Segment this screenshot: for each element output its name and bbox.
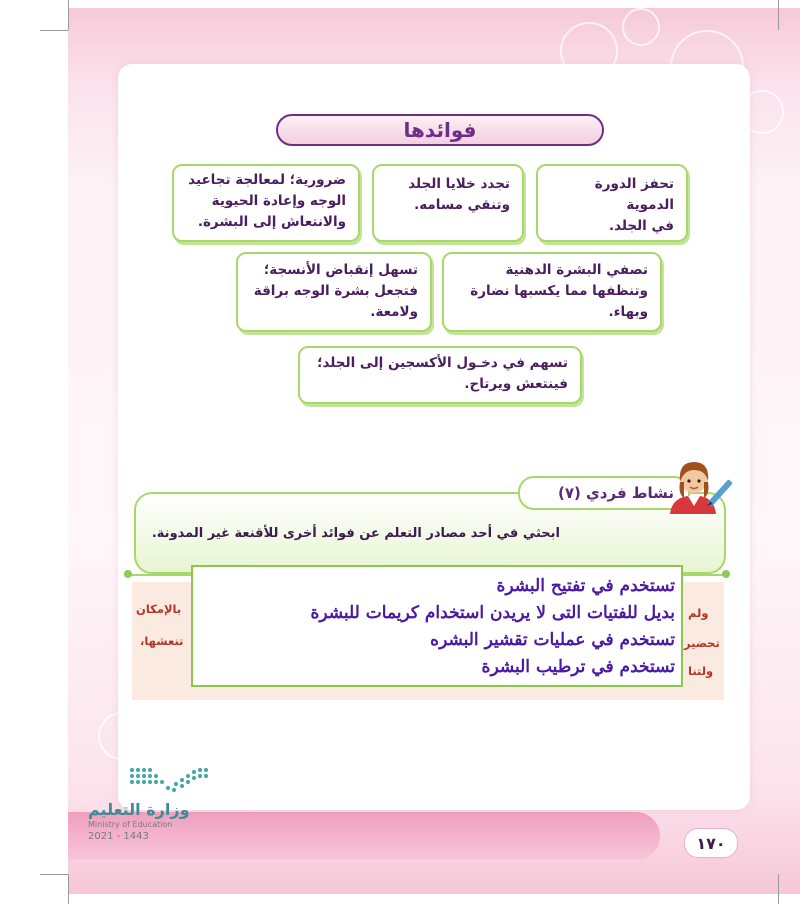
section-title: فوائدها	[403, 118, 477, 142]
answer-line: تستخدم في ترطيب البشرة	[481, 657, 675, 677]
benefit-line: تسهم في دخـول الأكسجين إلى الجلد؛	[317, 355, 568, 371]
benefit-line: في الجلد.	[608, 218, 674, 234]
student-avatar-icon	[660, 454, 736, 518]
answer-line: تستخدم في عمليات تقشير البشره	[430, 630, 675, 650]
band-fragment: تحضير	[684, 636, 720, 650]
edition-year: 2021 - 1443	[88, 831, 149, 842]
ministry-logo-icon	[126, 764, 214, 794]
benefit-line: الوجه وإعادة الحيوية	[211, 193, 346, 209]
crop-mark	[68, 874, 69, 904]
page-number: ١٧٠	[684, 828, 738, 858]
crop-mark	[40, 874, 68, 875]
benefit-line: وبهاء.	[608, 304, 648, 320]
divider-dot	[722, 570, 730, 578]
benefit-line: تجدد خلايا الجلد	[408, 176, 510, 192]
band-fragment: ولتنا	[688, 664, 714, 678]
benefit-line: تحفز الدورة الدموية	[594, 176, 674, 213]
answer-line: تستخدم في تفتيح البشرة	[496, 576, 675, 596]
band-fragment: ولم	[688, 606, 709, 620]
benefit-line: وتنظفها مما يكسبها نضارة	[470, 283, 648, 299]
crop-mark	[778, 874, 779, 904]
benefit-line: تصفي البشرة الدهنية	[505, 262, 648, 278]
benefit-line: وتنقي مسامه.	[414, 197, 510, 213]
ministry-name-english: Ministry of Education	[88, 820, 173, 829]
answer-line: بديل للفتيات التى لا يريدن استخدام كريمات للبشرة	[310, 603, 675, 623]
benefit-line: والانتعاش إلى البشرة.	[197, 214, 346, 230]
benefit-line: فينتعش ويرتاح.	[464, 376, 568, 392]
activity-label: نشاط فردي (٧)	[557, 484, 674, 502]
ministry-name-arabic: وزارة التعليم	[88, 800, 190, 819]
benefit-box	[372, 164, 524, 242]
band-fragment: تنعشها،	[140, 634, 184, 648]
band-fragment: بالإمكان	[136, 602, 182, 616]
crop-mark	[40, 30, 68, 31]
benefit-box	[236, 252, 432, 332]
crop-mark	[778, 0, 779, 30]
benefit-line: ضرورية؛ لمعالجة تجاعيد	[188, 172, 346, 188]
activity-prompt: ابحثي في أحد مصادر التعلم عن فوائد أخرى للأقنعة غير المدونة.	[151, 526, 560, 541]
benefit-line: فتجعل بشرة الوجه براقة	[253, 283, 418, 299]
benefit-line: تسهل إنقباض الأنسجة؛	[263, 262, 418, 278]
section-title-bar	[276, 114, 604, 146]
benefit-box	[298, 346, 582, 404]
decorative-circle	[622, 8, 660, 46]
benefit-box	[536, 164, 688, 242]
divider-dot	[124, 570, 132, 578]
benefit-box	[442, 252, 662, 332]
benefit-box	[172, 164, 360, 242]
answer-textbox[interactable]	[191, 565, 683, 687]
benefit-line: ولامعة.	[370, 304, 418, 320]
crop-mark	[68, 0, 69, 30]
